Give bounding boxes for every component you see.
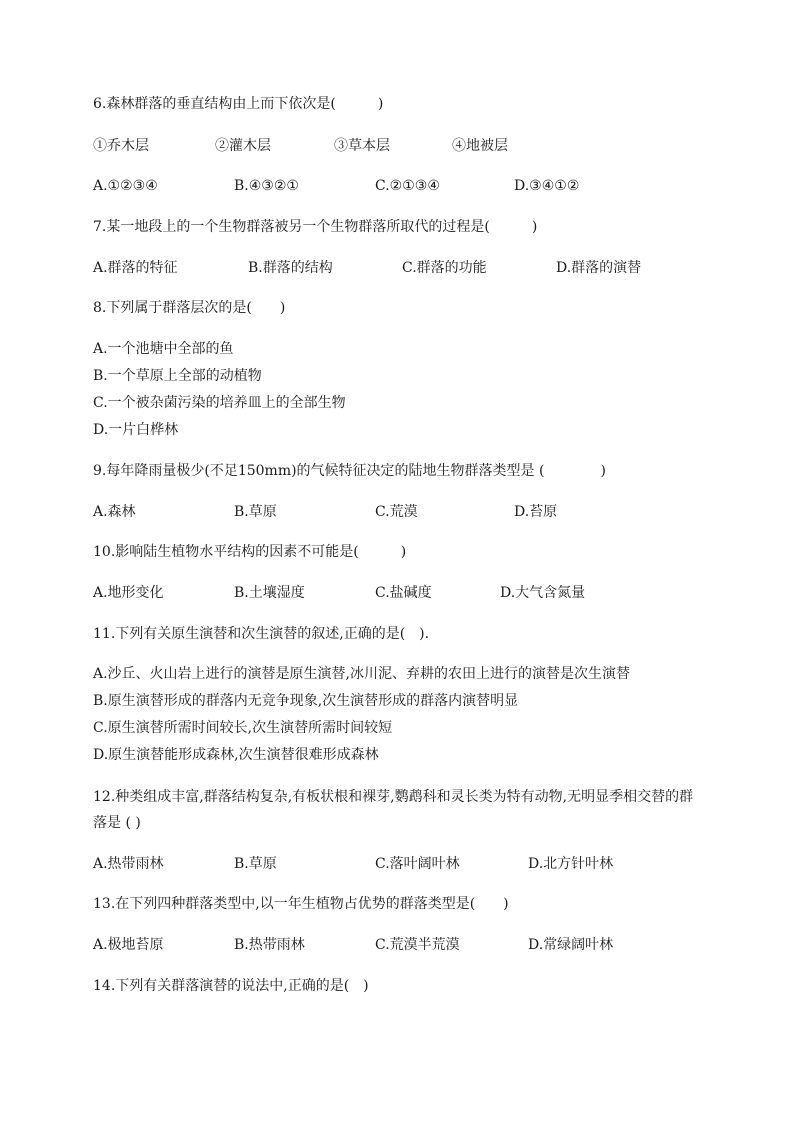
option-c: C.群落的功能 — [402, 260, 487, 276]
question-12-stem: 12.种类组成丰富,群落结构复杂,有板状根和裸芽,鹦鹉科和灵长类为特有动物,无明显季相交替的群落是 ( ) — [93, 789, 694, 831]
option-b: B.④③②① — [234, 178, 299, 194]
option-d: D.原生演替能形成森林,次生演替很难形成森林 — [93, 747, 379, 763]
option-a: A.沙丘、火山岩上进行的演替是原生演替,冰川泥、弃耕的农田上进行的演替是次生演替 — [93, 666, 631, 682]
item-3: ③草本层 — [334, 138, 390, 154]
question-7-stem: 7.某一地段上的一个生物群落被另一个生物群落所取代的过程是( ) — [93, 219, 538, 235]
question-8-stem: 8.下列属于群落层次的是( ) — [93, 300, 286, 316]
option-b: B.一个草原上全部的动植物 — [93, 368, 262, 384]
option-a: A.一个池塘中全部的鱼 — [93, 341, 234, 357]
item-2: ②灌木层 — [215, 138, 271, 154]
question-13-stem: 13.在下列四种群落类型中,以一年生植物占优势的群落类型是( ) — [93, 896, 509, 912]
option-a: A.森林 — [93, 504, 136, 520]
option-c: C.一个被杂菌污染的培养皿上的全部生物 — [93, 395, 346, 411]
question-6-stem: 6.森林群落的垂直结构由上而下依次是( ) — [93, 96, 384, 112]
option-a: A.热带雨林 — [93, 856, 164, 872]
option-c: C.落叶阔叶林 — [375, 856, 460, 872]
item-1: ①乔木层 — [93, 138, 149, 154]
option-d: D.常绿阔叶林 — [528, 937, 614, 953]
option-b: B.草原 — [234, 504, 277, 520]
option-a: A.地形变化 — [93, 585, 164, 601]
question-11-stem: 11.下列有关原生演替和次生演替的叙述,正确的是( ). — [93, 626, 430, 642]
option-b: B.土壤湿度 — [234, 585, 305, 601]
option-a: A.群落的特征 — [93, 260, 178, 276]
option-c: C.荒漠半荒漠 — [375, 937, 460, 953]
option-b: B.原生演替形成的群落内无竞争现象,次生演替形成的群落内演替明显 — [93, 693, 519, 709]
option-c: C.盐碱度 — [375, 585, 432, 601]
option-d: D.群落的演替 — [556, 260, 642, 276]
option-d: D.③④①② — [514, 178, 580, 194]
option-d: D.一片白桦林 — [93, 422, 179, 438]
question-10-stem: 10.影响陆生植物水平结构的因素不可能是( ) — [93, 544, 407, 560]
option-d: D.北方针叶林 — [528, 856, 614, 872]
question-9-stem: 9.每年降雨量极少(不足150mm)的气候特征决定的陆地生物群落类型是 ( ) — [93, 463, 606, 479]
option-a: A.①②③④ — [93, 178, 158, 194]
option-c: C.②①③④ — [375, 178, 440, 194]
option-a: A.极地苔原 — [93, 937, 164, 953]
item-4: ④地被层 — [452, 138, 508, 154]
option-d: D.大气含氮量 — [500, 585, 586, 601]
option-c: C.原生演替所需时间较长,次生演替所需时间较短 — [93, 720, 393, 736]
option-d: D.苔原 — [514, 504, 558, 520]
option-b: B.热带雨林 — [234, 937, 305, 953]
option-b: B.群落的结构 — [248, 260, 333, 276]
question-14-stem: 14.下列有关群落演替的说法中,正确的是( ) — [93, 978, 369, 994]
option-c: C.荒漠 — [375, 504, 418, 520]
option-b: B.草原 — [234, 856, 277, 872]
